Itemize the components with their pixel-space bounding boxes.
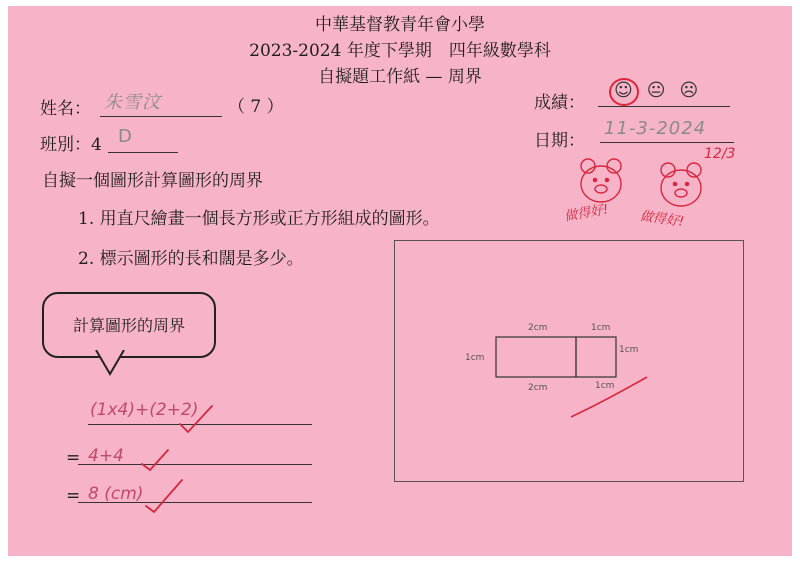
school-name: 中華基督教青年會小學 [315,15,485,35]
stamp-text-right: 做得好! [638,208,685,230]
class-value: D [118,126,133,147]
check-icon [180,406,212,432]
name-label: 姓名： [40,99,91,119]
worksheet-title: 自擬題工作紙 — 周界 [318,67,482,87]
neutral-face-icon: 😐 [646,80,680,101]
task-title: 自擬一個圖形計算圖形的周界 [42,171,263,191]
label-top-right: 1cm [591,323,611,333]
label-top-left: 2cm [528,323,548,333]
date-value: 11-3-2024 [604,118,707,139]
date-label: 日期： [534,131,585,151]
calc-equals-3: = [66,486,81,506]
name-value: 朱雪汶 [104,92,161,113]
label-right: 1cm [619,345,639,355]
term-subject: 2023-2024 年度下學期 四年級數學科 [249,41,551,61]
task-step-2: 2. 標示圖形的長和闊是多少。 [78,249,304,269]
check-marks [8,6,792,556]
frown-face-icon: ☹ [679,80,713,101]
label-bottom-right: 1cm [595,381,615,391]
bubble-text: 計算圖形的周界 [72,316,185,335]
smile-face-icon: ☺ [614,80,647,101]
calc-line-3: 8 (cm) [88,484,144,504]
stamp-text-left: 做得好! [563,202,610,225]
class-number: （ 7 ） [228,97,284,117]
check-icon [146,480,182,512]
label-left: 1cm [465,353,485,363]
mark-date: 12/3 [704,146,736,162]
check-icon [142,450,168,470]
calc-line-2: 4+4 [88,446,124,466]
label-bottom-left: 2cm [528,383,548,393]
task-step-1: 1. 用直尺繪畫一個長方形或正方形組成的圖形。 [78,209,440,229]
grade-label: 成績： [534,93,585,113]
worksheet-paper [8,6,792,556]
calc-line-1: (1x4)+(2+2) [90,400,199,420]
calc-equals-2: = [66,448,81,468]
class-label: 班別：4 [40,135,102,155]
